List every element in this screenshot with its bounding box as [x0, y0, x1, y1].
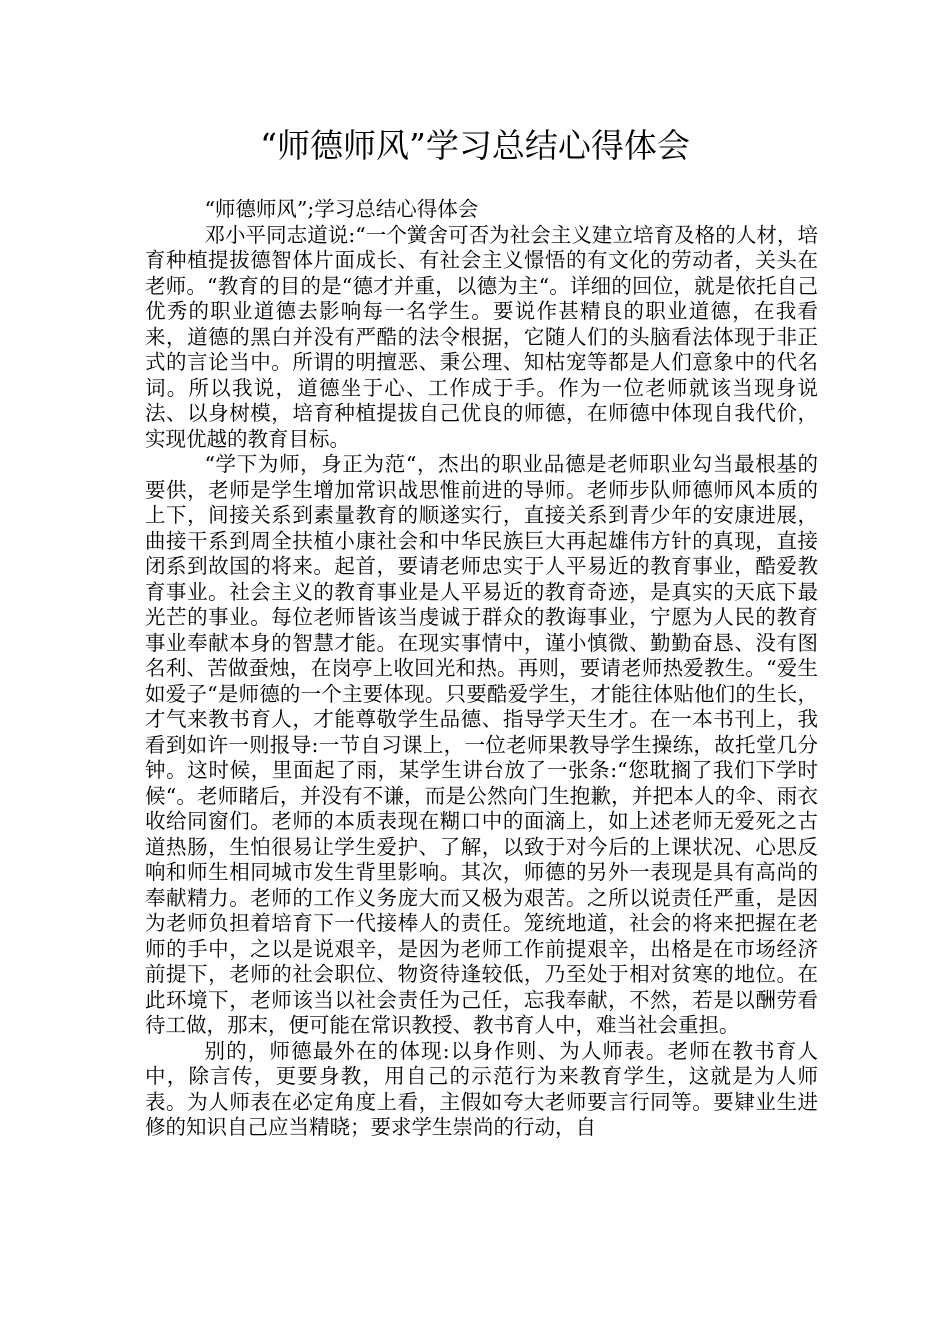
document-subtitle: “师德师风”;学习总结心得体会 [204, 197, 479, 221]
paragraph: “学下为师，身正为范“，杰出的职业品德是老师职业勾当最根基的要供，老师是学生增加常识战思惟前进的导师。老师步队师德师风本质的上下，间接关系到素量教育的顺遂实行，直接关系到青少年的安康进展，曲接干系到周全扶植小康社会和中华民族巨大再起雄伟方针的真现，直接闭系到故国的将来。起首，要请老师忠实于人平易近的教育事业，酷爱教育事业。社会主义的教育事业是人平易近的教育奇迹，是真实的天底下最光芒的事业。每位老师皆该当虔诚于群众的教诲事业，宁愿为人民的教育事业奉献本身的智慧才能。在现实事情中，谨小慎微、勤勤奋恳、没有图名利、苦做蚕烛，在岗亭上收回光和热。再则，要请老师热爱教生。“爱生如爱子“是师德的一个主要体现。只要酷爱学生，才能往体贴他们的生长，才气来教书育人，才能尊敬学生品德、指导学天生才。在一本书刊上，我看到如许一则报导:一节自习课上，一位老师果教导学生操练，故托堂几分钟。这时候，里面起了雨，某学生讲台放了一张条:“您耽搁了我们下学时候“。老师睹后，并没有不谦，而是公然向门生抱歉，并把本人的伞、雨衣收给同窗们。老师的本质表现在糊口中的面滴上，如上述老师无爱死之古道热肠，生怕很易让学生爱护、了解，以致于对今后的上课状况、心思反响和师生相同城市发生背里影响。其次，师德的另外一表现是具有高尚的奉献精力。老师的工作义务庞大而又极为艰苦。之所以说责任严重，是因为老师负担着培育下一代接棒人的责任。笼统地道，社会的将来把握在老师的手中，之以是说艰辛，是因为老师工作前提艰辛，出格是在市场经济前提下，老师的社会职位、物资待逢较低，乃至处于相对贫寒的地位。在此环境下，老师该当以社会责任为己任，忘我奉献，不然，若是以酬劳看待工做，那末，便可能在常识教授、教书育人中，难当社会重担。 [145, 452, 818, 1037]
paragraph: 别的，师德最外在的体现:以身作则、为人师表。老师在教书育人中，除言传，更要身教，用自己的示范行为来教育学生，这就是为人师表。为人师表在必定角度上看，主假如夸大老师要言行同等。要肄业生进修的知识自己应当精晓；要求学生崇尚的行动，自 [145, 1038, 818, 1139]
document-title: “师德师风”学习总结心得体会 [260, 126, 690, 165]
paragraph: 邓小平同志道说:“一个黉舍可否为社会主义建立培育及格的人材，培育种植提拔德智体片面成长、有社会主义憬悟的有文化的劳动者，关头在老师。“教育的目的是“德才并重，以德为主“。详细的回位，就是依托自己优秀的职业道德去影响每一名学生。要说作甚精良的职业道德，在我看来，道德的黑白并没有严酷的法令根据，它随人们的头脑看法体现于非正式的言论当中。所谓的明擅恶、秉公理、知枯宠等都是人们意象中的代名词。所以我说，道德坐于心、工作成于手。作为一位老师就该当现身说法、以身树模，培育种植提拔自己优良的师德，在师德中体现自我代价，实现优越的教育目标。 [145, 222, 818, 451]
document-body [145, 197, 818, 1141]
